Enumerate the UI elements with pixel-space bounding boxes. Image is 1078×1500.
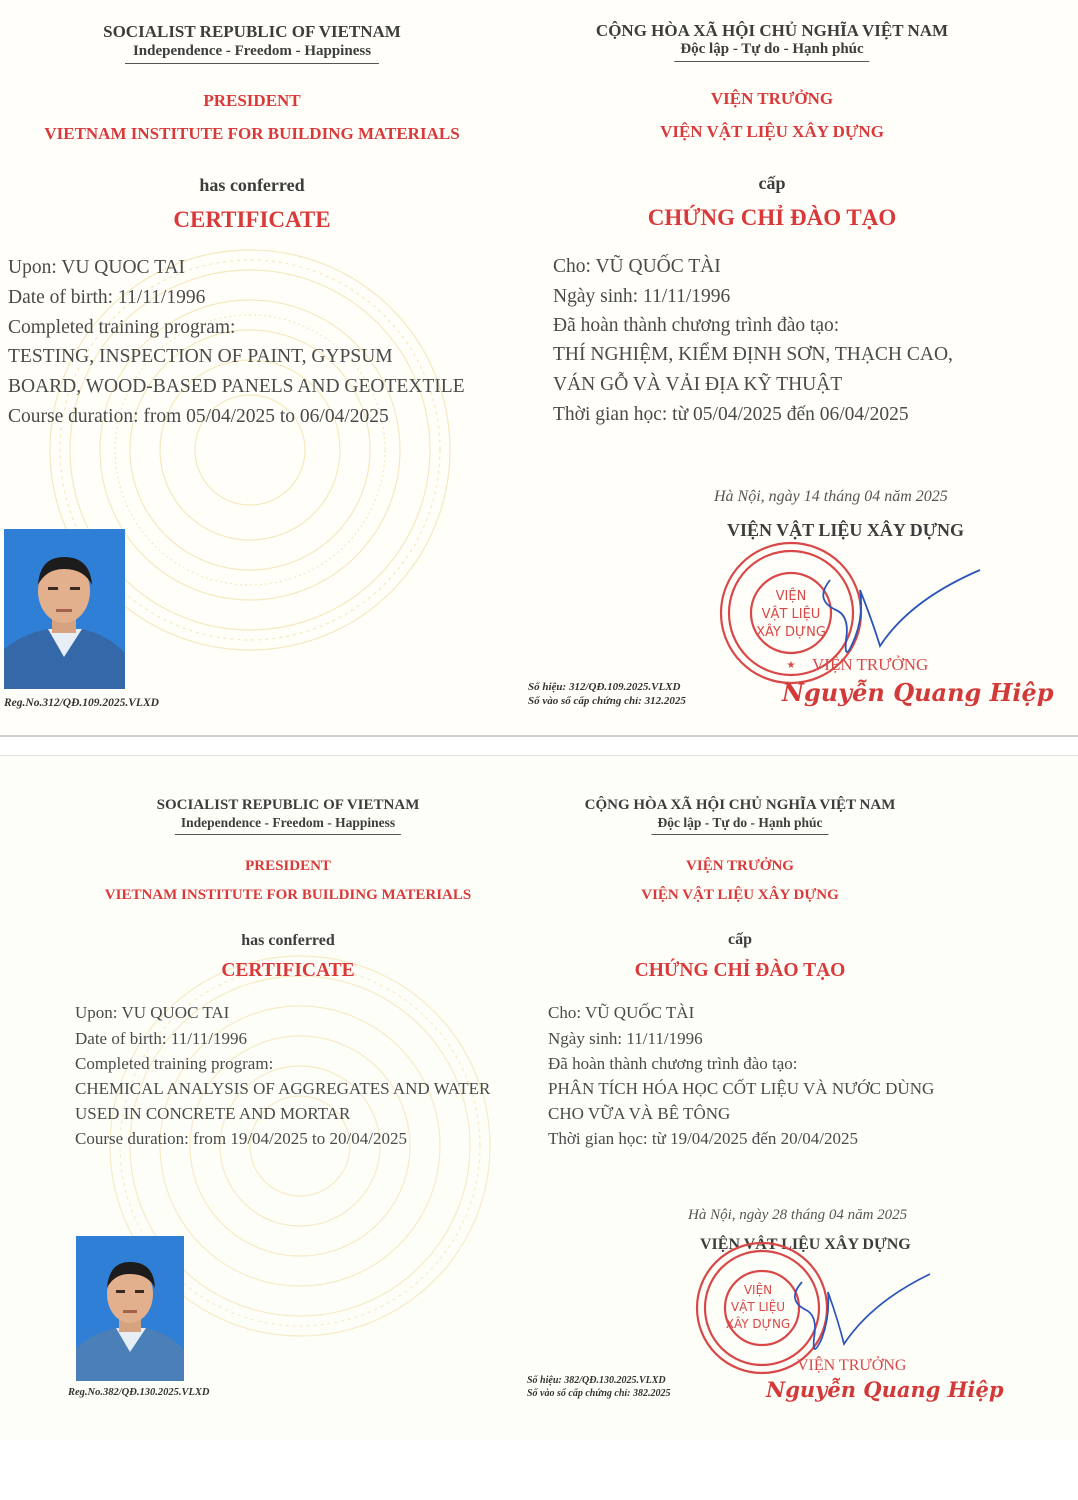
vn-program-line-2: VÁN GỖ VÀ VẢI ĐỊA KỸ THUẬT	[553, 374, 843, 395]
en-header-country: SOCIALIST REPUBLIC OF VIETNAM	[156, 797, 420, 813]
seal-line-1: VIỆN	[775, 589, 807, 604]
vn-conferred: cấp	[758, 173, 786, 193]
en-institute: VIETNAM INSTITUTE FOR BUILDING MATERIALS	[104, 887, 472, 903]
vn-title: CHỨNG CHỈ ĐÀO TẠO	[634, 960, 846, 981]
en-program-label: Completed training program:	[75, 1054, 274, 1073]
seal-line-2: VẬT LIỆU	[730, 1300, 786, 1314]
vn-conferred: cấp	[728, 931, 752, 948]
en-header-motto: Independence - Freedom - Happiness	[125, 43, 379, 64]
en-president: PRESIDENT	[245, 858, 331, 874]
en-title: CERTIFICATE	[173, 207, 331, 232]
certificate-2	[0, 755, 1078, 1442]
en-program-line-1: TESTING, INSPECTION OF PAINT, GYPSUM	[8, 346, 393, 367]
en-date-of-birth: Date of birth: 11/11/1996	[8, 287, 206, 308]
seal-line-1: VIỆN	[743, 1283, 773, 1297]
so-hieu: Số hiệu: 312/QĐ.109.2025.VLXD	[528, 681, 681, 693]
en-president: PRESIDENT	[203, 91, 301, 110]
vn-recipient: Cho: VŨ QUỐC TÀI	[548, 1003, 695, 1022]
so-vao-so: Số vào sổ cấp chứng chỉ: 312.2025	[528, 695, 686, 707]
recipient-photo	[76, 1236, 184, 1381]
en-recipient: Upon: VU QUOC TAI	[8, 257, 186, 278]
vn-date-of-birth: Ngày sinh: 11/11/1996	[553, 286, 731, 307]
vn-program-label: Đã hoàn thành chương trình đào tạo:	[553, 315, 840, 336]
certificate-1	[0, 0, 1078, 737]
en-course-duration: Course duration: from 19/04/2025 to 20/04/2025	[75, 1129, 407, 1148]
vn-header-motto: Độc lập - Tự do - Hạnh phúc	[651, 815, 828, 835]
en-conferred: has conferred	[199, 175, 305, 195]
vn-program-label: Đã hoàn thành chương trình đào tạo:	[548, 1054, 798, 1073]
reg-number: Reg.No.312/QĐ.109.2025.VLXD	[4, 697, 159, 709]
place-date: Hà Nội, ngày 28 tháng 04 năm 2025	[688, 1207, 908, 1223]
vn-program-line-2: CHO VỮA VÀ BÊ TÔNG	[548, 1104, 731, 1123]
en-date-of-birth: Date of birth: 11/11/1996	[75, 1029, 248, 1048]
vn-date-of-birth: Ngày sinh: 11/11/1996	[548, 1029, 703, 1048]
vn-president: VIỆN TRƯỞNG	[710, 89, 834, 108]
seal-line-3: XÂY DỰNG	[725, 1317, 791, 1331]
en-header-motto: Independence - Freedom - Happiness	[175, 815, 401, 835]
page-bottom-margin	[0, 1440, 1078, 1500]
signature-icon	[810, 560, 990, 680]
en-program-line-1: CHEMICAL ANALYSIS OF AGGREGATES AND WATER	[75, 1079, 491, 1098]
so-vao-so: Số vào sổ cấp chứng chỉ: 382.2025	[527, 1388, 671, 1399]
vn-title: CHỨNG CHỈ ĐÀO TẠO	[647, 205, 897, 230]
vn-institute: VIỆN VẬT LIỆU XÂY DỰNG	[641, 887, 839, 903]
en-program-label: Completed training program:	[8, 317, 236, 338]
reg-number: Reg.No.382/QĐ.130.2025.VLXD	[68, 1387, 210, 1398]
seal-line-3: XÂY DỰNG	[756, 625, 826, 640]
vn-header-motto: Độc lập - Tự do - Hạnh phúc	[674, 41, 869, 62]
en-header-country: SOCIALIST REPUBLIC OF VIETNAM	[103, 22, 401, 41]
en-institute: VIETNAM INSTITUTE FOR BUILDING MATERIALS	[44, 124, 460, 143]
vn-institute: VIỆN VẬT LIỆU XÂY DỰNG	[660, 122, 884, 141]
sign-title: VIỆN TRƯỞNG	[812, 655, 929, 674]
vn-header-country: CỘNG HÒA XÃ HỘI CHỦ NGHĨA VIỆT NAM	[595, 21, 949, 40]
so-hieu: Số hiệu: 382/QĐ.130.2025.VLXD	[527, 1375, 666, 1386]
en-conferred: has conferred	[241, 932, 335, 949]
sign-title: VIỆN TRƯỞNG	[797, 1357, 907, 1374]
sign-org: VIỆN VẬT LIỆU XÂY DỰNG	[700, 1236, 911, 1253]
vn-course-duration: Thời gian học: từ 19/04/2025 đến 20/04/2025	[548, 1129, 859, 1148]
vn-course-duration: Thời gian học: từ 05/04/2025 đến 06/04/2025	[553, 404, 909, 425]
en-title: CERTIFICATE	[221, 960, 355, 981]
signer-name: Nguyễn Quang Hiệp	[782, 678, 1054, 707]
recipient-photo	[4, 529, 125, 689]
vn-program-line-1: THÍ NGHIỆM, KIỂM ĐỊNH SƠN, THẠCH CAO,	[553, 344, 953, 365]
vn-recipient: Cho: VŨ QUỐC TÀI	[553, 256, 721, 277]
en-recipient: Upon: VU QUOC TAI	[75, 1003, 230, 1022]
place-date: Hà Nội, ngày 14 tháng 04 năm 2025	[714, 488, 948, 505]
signer-name: Nguyễn Quang Hiệp	[766, 1377, 1004, 1402]
vn-header-country: CỘNG HÒA XÃ HỘI CHỦ NGHĨA VIỆT NAM	[584, 797, 896, 813]
en-course-duration: Course duration: from 05/04/2025 to 06/04/2025	[8, 406, 389, 427]
svg-text:★: ★	[786, 660, 796, 671]
signature-icon	[780, 1266, 940, 1376]
sign-org: VIỆN VẬT LIỆU XÂY DỰNG	[727, 520, 965, 540]
en-program-line-2: USED IN CONCRETE AND MORTAR	[75, 1104, 351, 1123]
vn-program-line-1: PHÂN TÍCH HÓA HỌC CỐT LIỆU VÀ NƯỚC DÙNG	[548, 1079, 935, 1098]
vn-president: VIỆN TRƯỞNG	[686, 858, 794, 874]
en-program-line-2: BOARD, WOOD-BASED PANELS AND GEOTEXTILE	[8, 376, 465, 397]
seal-line-2: VẬT LIỆU	[761, 607, 821, 622]
